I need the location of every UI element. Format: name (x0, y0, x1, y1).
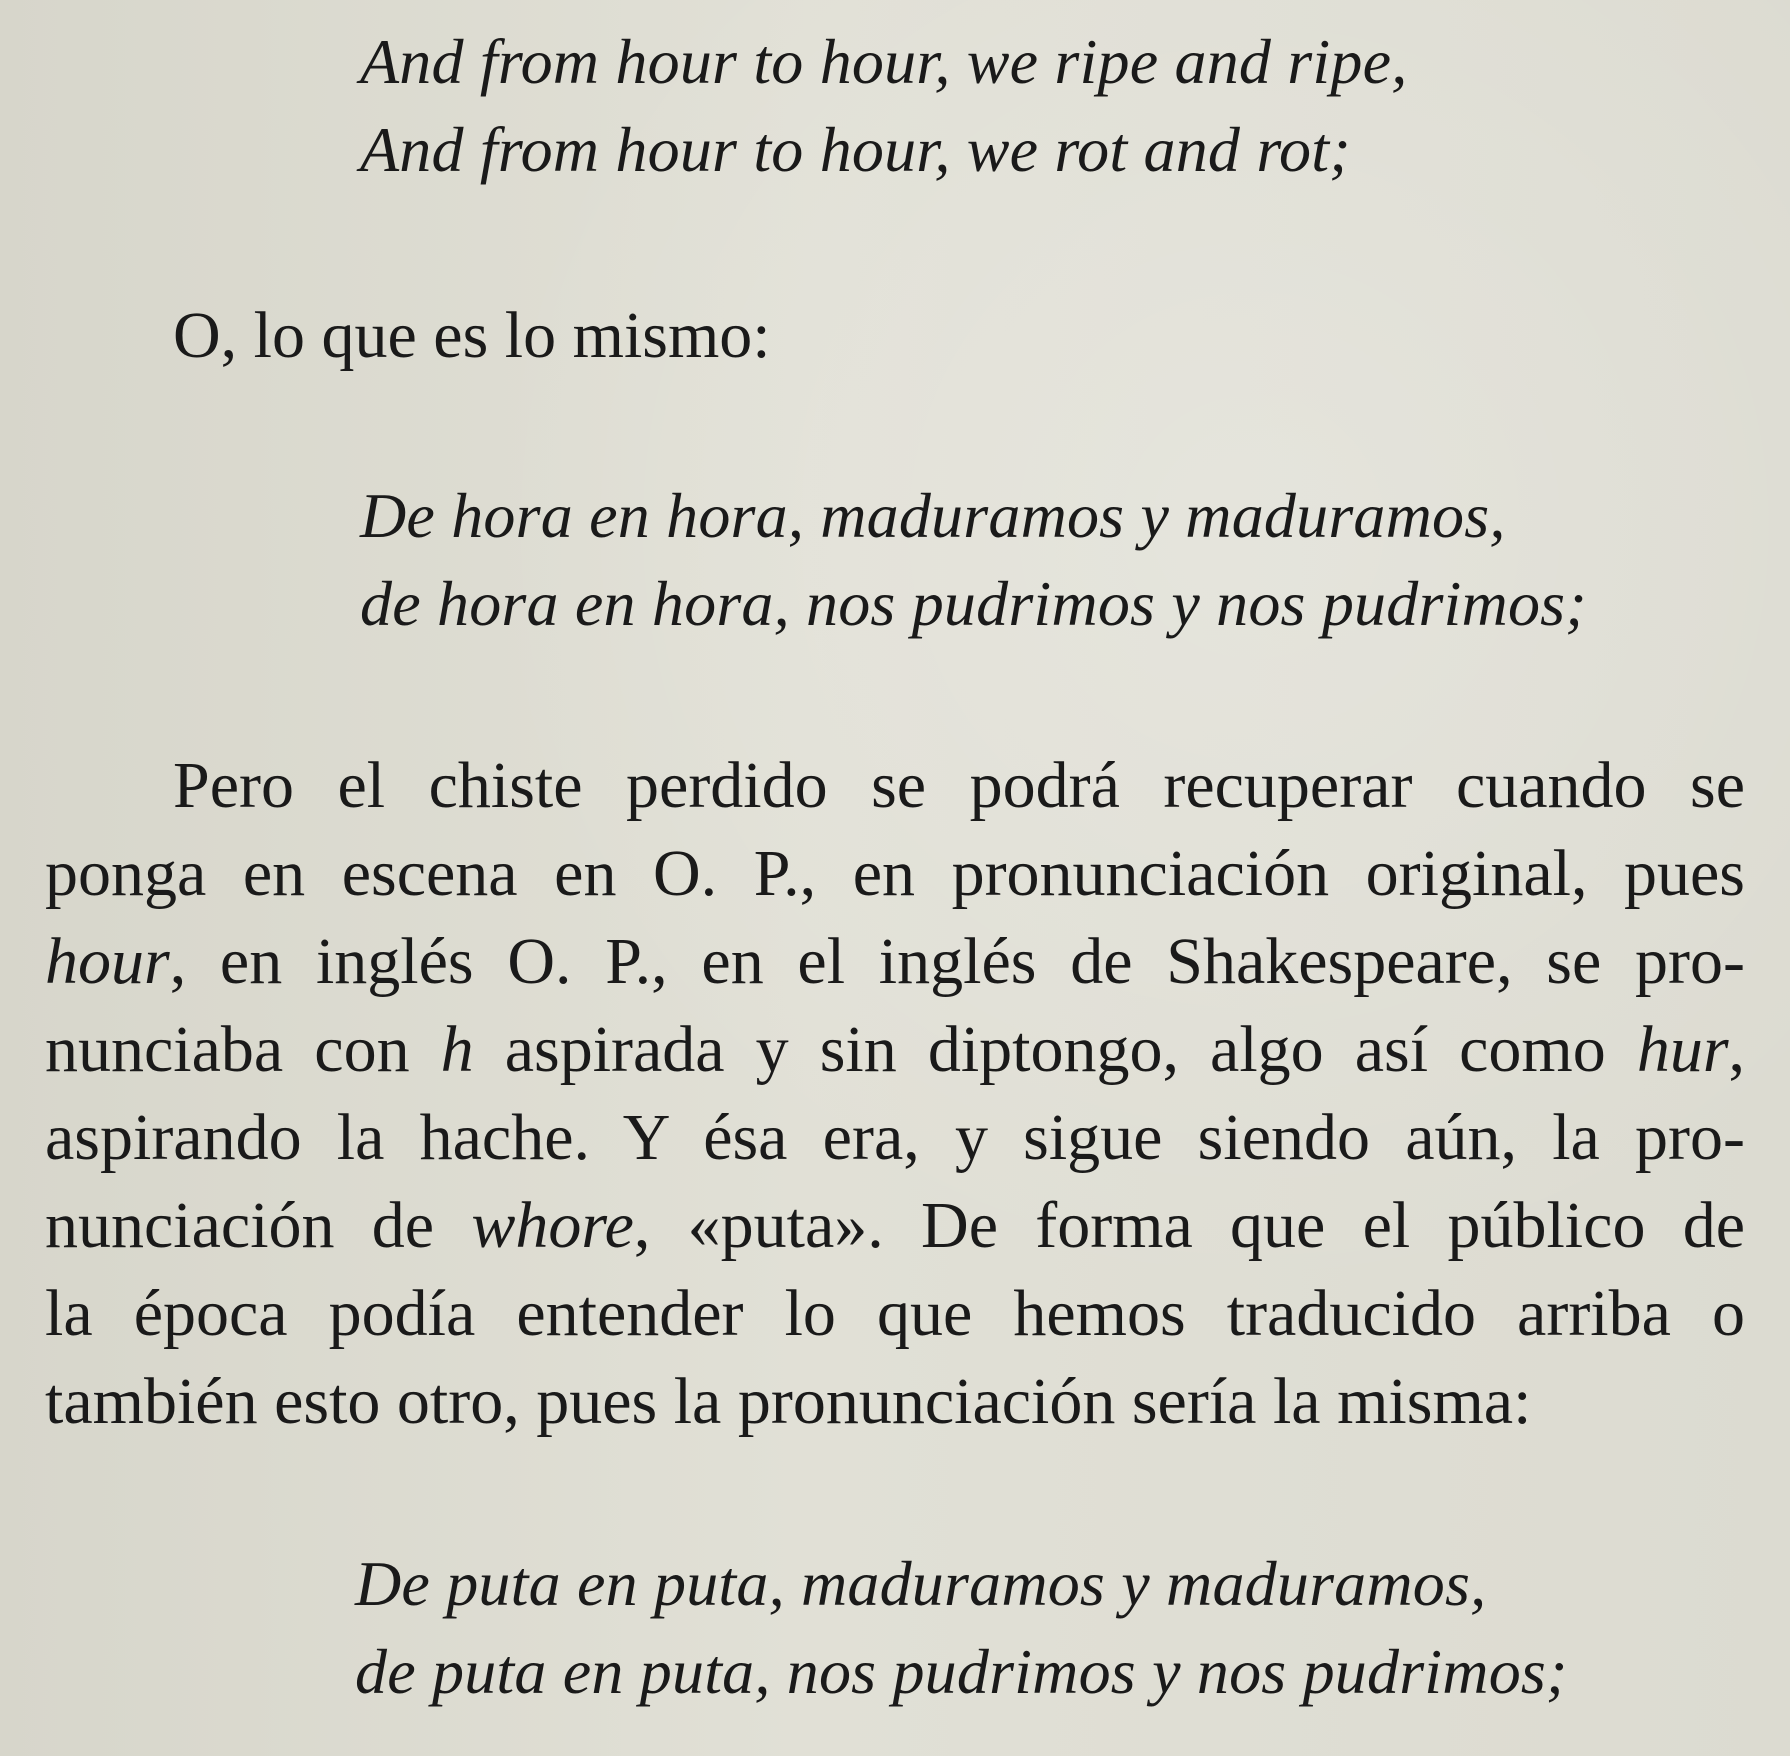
paragraph-line (45, 1006, 1745, 1094)
paragraph-text: , en inglés O. P., en el inglés de Shakespeare, se pro- (169, 925, 1745, 998)
paragraph-line (45, 830, 1745, 918)
italic-term: h (440, 1013, 474, 1086)
italic-term: hour (45, 925, 170, 998)
paragraph-line (45, 1094, 1745, 1182)
english-verse-line-2: And from hour to hour, we rot and rot; (360, 114, 1351, 185)
paragraph-text: nunciaba con (45, 1013, 441, 1086)
spanish-verse-puta-line-1: De puta en puta, maduramos y maduramos, (355, 1548, 1487, 1619)
explanatory-paragraph (45, 742, 1745, 1446)
paragraph-text: Pero el chiste perdido se podrá recuperar cuando se (173, 749, 1745, 822)
english-verse (360, 18, 1407, 194)
english-verse-line-1: And from hour to hour, we ripe and ripe, (360, 26, 1408, 97)
paragraph-text: aspirada y sin diptongo, algo así como (473, 1013, 1637, 1086)
paragraph-line (45, 1358, 1745, 1446)
paragraph-line (45, 918, 1745, 1006)
paragraph-text: ponga en escena en O. P., en pronunciación original, pues (45, 837, 1745, 910)
paragraph-line (45, 742, 1745, 830)
spanish-verse-hora-line-2: de hora en hora, nos pudrimos y nos pudrimos; (360, 568, 1587, 639)
spanish-verse-puta (355, 1540, 1568, 1716)
paragraph-line (45, 1182, 1745, 1270)
italic-term: whore (471, 1189, 634, 1262)
spanish-verse-puta-line-2: de puta en puta, nos pudrimos y nos pudrimos; (355, 1636, 1568, 1707)
intro-line: O, lo que es lo mismo: (173, 299, 771, 372)
paragraph-text: también esto otro, pues la pronunciación sería la misma: (45, 1365, 1532, 1438)
paragraph-text: , «puta». De forma que el público de (633, 1189, 1745, 1262)
italic-term: hur (1636, 1013, 1729, 1086)
spanish-verse-hora (360, 472, 1587, 648)
paragraph-text: la época podía entender lo que hemos traducido arriba o (45, 1277, 1745, 1350)
paragraph-line (45, 1270, 1745, 1358)
spanish-verse-hora-line-1: De hora en hora, maduramos y maduramos, (360, 480, 1506, 551)
paragraph-text: , (1728, 1013, 1745, 1086)
paragraph-text: aspirando la hache. Y ésa era, y sigue siendo aún, la pro- (45, 1101, 1745, 1174)
paragraph-text: nunciación de (45, 1189, 472, 1262)
